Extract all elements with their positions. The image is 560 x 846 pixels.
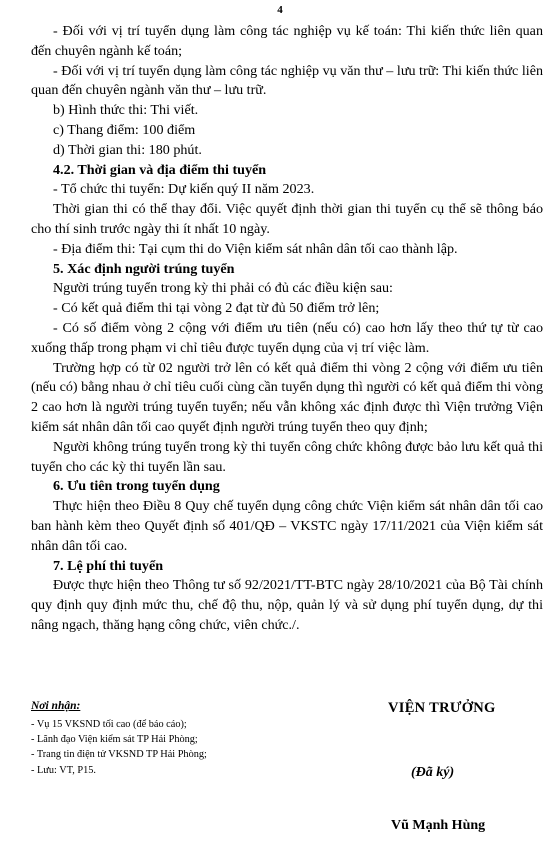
section-heading: 4.2. Thời gian và địa điểm thi tuyển [53, 161, 267, 178]
recipients-list [31, 717, 207, 778]
paragraph: - Địa điểm thi: Tại cụm thi do Viện kiểm sát nhân dân tối cao thành lập. [53, 240, 458, 257]
signature-block [31, 700, 543, 840]
paragraph: d) Thời gian thi: 180 phút. [53, 141, 202, 158]
recipient-item: - Vụ 15 VKSND tối cao (để báo cáo); [31, 719, 187, 730]
paragraph: - Đối với vị trí tuyển dụng làm công tác nghiệp vụ văn thư – lưu trữ: Thi kiến thức liên quan đến chuyên ngành văn thư – lưu trữ. [31, 62, 543, 99]
paragraph: b) Hình thức thi: Thi viết. [53, 102, 199, 119]
recipient-item: - Lãnh đạo Viện kiểm sát TP Hải Phòng; [31, 734, 198, 746]
paragraph: Thời gian thi có thể thay đổi. Việc quyết định thời gian thi tuyển cụ thể sẽ thông báo cho thí sinh trước ngày thi ít nhất 10 ngày. [31, 201, 543, 237]
paragraph: - Có số điểm vòng 2 cộng với điểm ưu tiên (nếu có) cao hơn lấy theo thứ tự từ cao xuống thấp trong phạm vi chỉ tiêu được tuyển dụng của vị trí việc làm. [31, 319, 543, 356]
paragraph: Được thực hiện theo Thông tư số 92/2021/TT-BTC ngày 28/10/2021 của Bộ Tài chính quy định quy định mức thu, chế độ thu, nộp, quản lý và sử dụng phí tuyển dụng, dự thi nâng ngạch, thăng hạng công chức, viên chức./. [31, 577, 543, 633]
document-body [31, 22, 543, 636]
paragraph: c) Thang điểm: 100 điểm [53, 121, 196, 138]
recipients-title: Nơi nhận: [31, 700, 81, 712]
paragraph: - Đối với vị trí tuyển dụng làm công tác nghiệp vụ kế toán: Thi kiến thức liên quan đến chuyên ngành kế toán; [31, 23, 543, 59]
paragraph: Người trúng tuyển trong kỳ thi phải có đủ các điều kiện sau: [53, 280, 393, 297]
recipient-item: - Lưu: VT, P15. [31, 764, 96, 776]
paragraph: Người không trúng tuyển trong kỳ thi tuyển công chức không được bảo lưu kết quả thi tuyển cho các kỳ thi tuyển lần sau. [31, 438, 543, 475]
signer-title: VIỆN TRƯỞNG [388, 700, 496, 716]
signed-note: (Đã ký) [411, 765, 455, 780]
paragraph: Trường hợp có từ 02 người trở lên có kết quả điểm thi vòng 2 cộng với điểm ưu tiên (nếu có) bằng nhau ở chỉ tiêu cuối cùng cần tuyển dụng thì người có kết quả điểm thi vòng 2 cao hơn là người trúng tuyển tuyển; nếu vẫn không xác định được thì Viện trưởng Viện kiểm sát nhân dân tối cao quyết định người trúng tuyển theo quy định; [31, 359, 543, 435]
section-heading: 6. Ưu tiên trong tuyển dụng [53, 478, 220, 495]
section-heading: 5. Xác định người trúng tuyển [53, 260, 235, 277]
signer-name: Vũ Mạnh Hùng [391, 818, 486, 833]
paragraph: Thực hiện theo Điều 8 Quy chế tuyển dụng công chức Viện kiểm sát nhân dân tối cao ban hành kèm theo Quyết định số 401/QĐ – VKSTC ngày 17/11/2021 của Viện kiểm sát nhân dân tối cao. [31, 498, 543, 554]
paragraph: - Tổ chức thi tuyển: Dự kiến quý II năm 2023. [53, 181, 315, 198]
section-heading: 7. Lệ phí thi tuyển [53, 557, 164, 574]
page-number: 4 [277, 4, 283, 16]
recipient-item: - Trang tin điện tử VKSND TP Hải Phòng; [31, 749, 207, 761]
paragraph: - Có kết quả điểm thi tại vòng 2 đạt từ đủ 50 điểm trở lên; [53, 300, 380, 317]
